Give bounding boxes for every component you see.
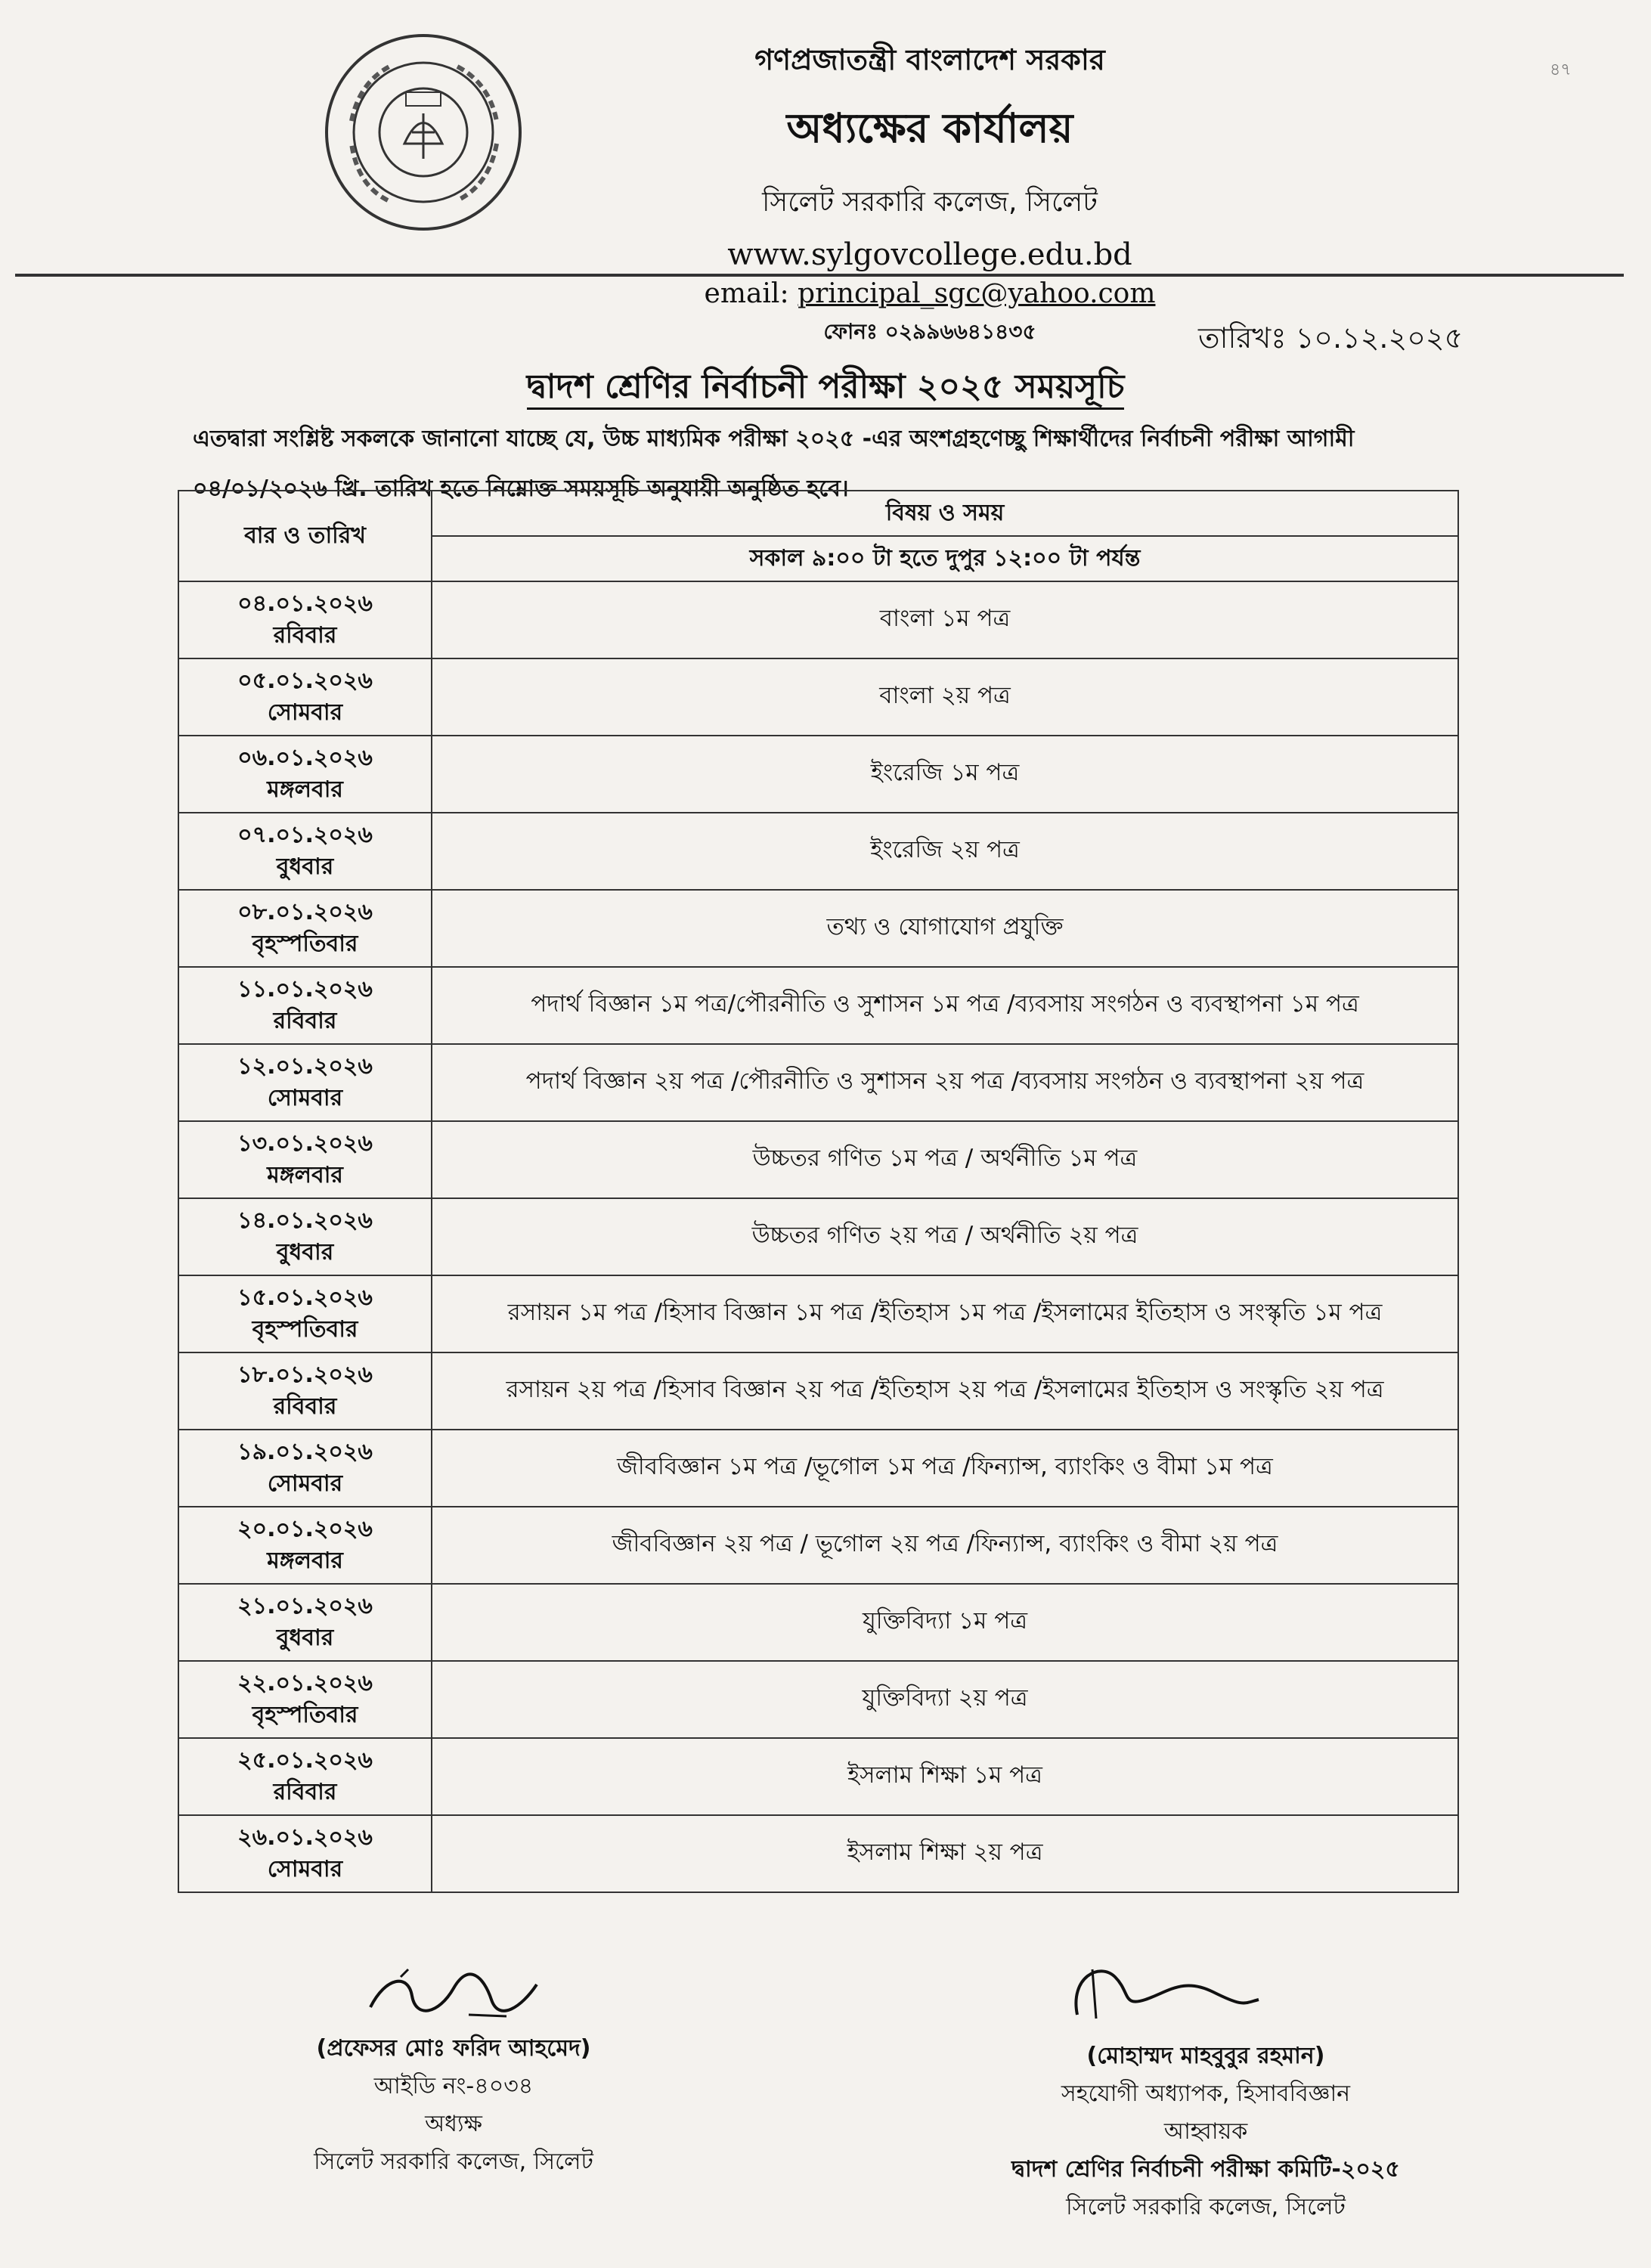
- subject-cell: রসায়ন ১ম পত্র /হিসাব বিজ্ঞান ১ম পত্র /ইতিহাস ১ম পত্র /ইসলামের ইতিহাস ও সংস্কৃতি ১ম পত্র: [432, 1275, 1458, 1352]
- date-cell: [178, 1121, 432, 1198]
- email-line: [529, 278, 1330, 309]
- date-cell: [178, 1661, 432, 1738]
- exam-day: বুধবার: [276, 854, 334, 880]
- government-name: গণপ্রজাতন্ত্রী বাংলাদেশ সরকার: [754, 43, 1105, 76]
- exam-day: বুধবার: [276, 1239, 334, 1266]
- convener-signature-icon: [1047, 1947, 1364, 2037]
- exam-day: রবিবার: [273, 1393, 337, 1420]
- exam-day: রবিবার: [273, 622, 337, 649]
- document-title: [0, 361, 1651, 417]
- exam-date: ২২.০১.২০২৬: [237, 1670, 373, 1696]
- date-cell: [178, 1275, 432, 1352]
- subject-cell: ইংরেজি ২য় পত্র: [432, 813, 1458, 890]
- table-row: [178, 1815, 1458, 1892]
- exam-date: ১৫.০১.২০২৬: [237, 1284, 373, 1311]
- date-cell: [178, 1044, 432, 1121]
- schedule-body: [178, 581, 1458, 1892]
- subject-cell: যুক্তিবিদ্যা ২য় পত্র: [432, 1661, 1458, 1738]
- subject-cell: বাংলা ১ম পত্র: [432, 581, 1458, 658]
- table-row: [178, 1430, 1458, 1507]
- subject-cell: ইংরেজি ১ম পত্র: [432, 736, 1458, 813]
- website-link[interactable]: www.sylgovcollege.edu.bd: [727, 237, 1132, 272]
- exam-day: বৃহস্পতিবার: [252, 1702, 358, 1728]
- principal-signature-icon: [355, 1962, 552, 2030]
- exam-date: ১৪.০১.২০২৬: [237, 1207, 373, 1234]
- exam-date: ১৯.০১.২০২৬: [237, 1439, 373, 1465]
- table-row: [178, 1352, 1458, 1430]
- subject-cell: উচ্চতর গণিত ১ম পত্র / অর্থনীতি ১ম পত্র: [432, 1121, 1458, 1198]
- exam-day: বৃহস্পতিবার: [252, 1316, 358, 1343]
- exam-day: বুধবার: [276, 1625, 334, 1651]
- date-cell: [178, 1430, 432, 1507]
- convener-name: (মোহাম্মদ মাহবুবুর রহমান): [1086, 2043, 1325, 2069]
- table-row: [178, 1661, 1458, 1738]
- signature-block-principal: [257, 1962, 650, 2181]
- issue-date: তারিখঃ ১০.১২.২০২৫: [1198, 321, 1464, 355]
- date-cell: [178, 1198, 432, 1275]
- date-cell: [178, 1352, 432, 1430]
- principal-designation: অধ্যক্ষ: [425, 2111, 482, 2137]
- exam-day: বৃহস্পতিবার: [252, 931, 358, 957]
- exam-day: রবিবার: [273, 1008, 337, 1034]
- exam-schedule-table: [178, 490, 1459, 1893]
- table-row: [178, 581, 1458, 658]
- table-row: [178, 967, 1458, 1044]
- exam-day: মঙ্গলবার: [267, 1162, 343, 1188]
- date-cell: [178, 736, 432, 813]
- exam-day: সোমবার: [267, 1856, 343, 1882]
- subject-cell: পদার্থ বিজ্ঞান ২য় পত্র /পৌরনীতি ও সুশাসন ২য় পত্র /ব্যবসায় সংগঠন ও ব্যবস্থাপনা ২য় পত্র: [432, 1044, 1458, 1121]
- office-name: অধ্যক্ষের কার্যালয়: [786, 104, 1073, 152]
- principal-institution: সিলেট সরকারি কলেজ, সিলেট: [314, 2149, 593, 2175]
- subject-cell: তথ্য ও যোগাযোগ প্রযুক্তি: [432, 890, 1458, 967]
- exam-date: ১৩.০১.২০২৬: [237, 1130, 373, 1157]
- exam-date: ০৫.০১.২০২৬: [237, 668, 373, 694]
- table-row: [178, 890, 1458, 967]
- exam-day: সোমবার: [267, 1470, 343, 1497]
- subject-cell: ইসলাম শিক্ষা ১ম পত্র: [432, 1738, 1458, 1815]
- subject-cell: ইসলাম শিক্ষা ২য় পত্র: [432, 1815, 1458, 1892]
- header-divider: [15, 274, 1624, 277]
- convener-role: আহ্বায়ক: [1163, 2118, 1248, 2145]
- table-row: [178, 1507, 1458, 1584]
- table-header-row: [178, 491, 1458, 536]
- date-cell: [178, 581, 432, 658]
- date-cell: [178, 813, 432, 890]
- exam-date: ২০.০১.২০২৬: [237, 1516, 373, 1542]
- email-label: email:: [704, 278, 789, 309]
- date-cell: [178, 967, 432, 1044]
- college-name: সিলেট সরকারি কলেজ, সিলেট: [762, 187, 1098, 218]
- column-header-day-date: বার ও তারিখ: [178, 491, 432, 581]
- exam-date: ২৫.০১.২০২৬: [237, 1747, 373, 1774]
- date-cell: [178, 1584, 432, 1661]
- exam-date: ০৬.০১.২০২৬: [237, 745, 373, 771]
- exam-date: ০৭.০১.২০২৬: [237, 822, 373, 848]
- exam-date: ০৮.০১.২০২৬: [237, 899, 373, 925]
- exam-date: ২১.০১.২০২৬: [237, 1593, 373, 1619]
- exam-day: মঙ্গলবার: [267, 1548, 343, 1574]
- exam-date: ১৮.০১.২০২৬: [237, 1362, 373, 1388]
- exam-day: সোমবার: [267, 699, 343, 726]
- exam-day: মঙ্গলবার: [267, 776, 343, 803]
- date-cell: [178, 1738, 432, 1815]
- exam-date: ০৪.০১.২০২৬: [237, 590, 373, 617]
- letterhead: [529, 38, 1330, 351]
- table-row: [178, 736, 1458, 813]
- exam-date: ২৬.০১.২০২৬: [237, 1824, 373, 1851]
- subject-cell: যুক্তিবিদ্যা ১ম পত্র: [432, 1584, 1458, 1661]
- document-title-text: দ্বাদশ শ্রেণির নির্বাচনী পরীক্ষা ২০২৫ সময়সূচি: [527, 367, 1125, 410]
- signature-block-convener: [960, 1947, 1451, 2226]
- date-cell: [178, 1815, 432, 1892]
- convener-committee: দ্বাদশ শ্রেণির নির্বাচনী পরীক্ষা কমিটি-২০২৫: [1011, 2156, 1400, 2183]
- email-link[interactable]: principal_sgc@yahoo.com: [798, 278, 1156, 309]
- college-seal-icon: [321, 30, 525, 234]
- date-cell: [178, 890, 432, 967]
- table-row: [178, 1044, 1458, 1121]
- exam-date: ১২.০১.২০২৬: [237, 1053, 373, 1080]
- subject-cell: পদার্থ বিজ্ঞান ১ম পত্র/পৌরনীতি ও সুশাসন ১ম পত্র /ব্যবসায় সংগঠন ও ব্যবস্থাপনা ১ম পত্র: [432, 967, 1458, 1044]
- table-row: [178, 1738, 1458, 1815]
- subject-cell: রসায়ন ২য় পত্র /হিসাব বিজ্ঞান ২য় পত্র /ইতিহাস ২য় পত্র /ইসলামের ইতিহাস ও সংস্কৃতি ২য় পত্র: [432, 1352, 1458, 1430]
- table-row: [178, 1198, 1458, 1275]
- date-cell: [178, 1507, 432, 1584]
- convener-institution: সিলেট সরকারি কলেজ, সিলেট: [1066, 2194, 1346, 2220]
- principal-id: আইডি নং-৪০৩৪: [373, 2073, 534, 2099]
- exam-day: রবিবার: [273, 1779, 337, 1805]
- table-row: [178, 1584, 1458, 1661]
- column-header-subject: বিষয় ও সময়: [432, 491, 1458, 536]
- table-row: [178, 813, 1458, 890]
- subject-cell: জীববিজ্ঞান ২য় পত্র / ভূগোল ২য় পত্র /ফিন্যান্স, ব্যাংকিং ও বীমা ২য় পত্র: [432, 1507, 1458, 1584]
- page-number: ৪৭: [1550, 60, 1572, 79]
- subject-cell: উচ্চতর গণিত ২য় পত্র / অর্থনীতি ২য় পত্র: [432, 1198, 1458, 1275]
- principal-name: (প্রফেসর মোঃ ফরিদ আহমেদ): [316, 2035, 591, 2062]
- notice-paragraph: এতদ্বারা সংশ্লিষ্ট সকলকে জানানো যাচ্ছে যে, উচ্চ মাধ্যমিক পরীক্ষা ২০২৫ -এর অংশগ্রহণেচ্ছু শিক্ষার্থীদের নির্বাচনী পরীক্ষা আগামী ০৪/০১/২০২৬ খ্রি. তারিখ হতে নিম্নোক্ত সময়সূচি অনুযায়ী অনুষ্ঠিত হবে।: [193, 426, 1355, 502]
- exam-day: সোমবার: [267, 1085, 343, 1111]
- exam-time: সকাল ৯:০০ টা হতে দুপুর ১২:০০ টা পর্যন্ত: [432, 536, 1458, 581]
- table-row: [178, 1121, 1458, 1198]
- subject-cell: বাংলা ২য় পত্র: [432, 658, 1458, 736]
- table-row: [178, 658, 1458, 736]
- subject-cell: জীববিজ্ঞান ১ম পত্র /ভূগোল ১ম পত্র /ফিন্যান্স, ব্যাংকিং ও বীমা ১ম পত্র: [432, 1430, 1458, 1507]
- phone-number: ফোনঃ ০২৯৯৬৬৪১৪৩৫: [823, 319, 1036, 344]
- table-row: [178, 1275, 1458, 1352]
- date-cell: [178, 658, 432, 736]
- convener-designation: সহযোগী অধ্যাপক, হিসাববিজ্ঞান: [1061, 2081, 1351, 2107]
- exam-date: ১১.০১.২০২৬: [237, 976, 373, 1002]
